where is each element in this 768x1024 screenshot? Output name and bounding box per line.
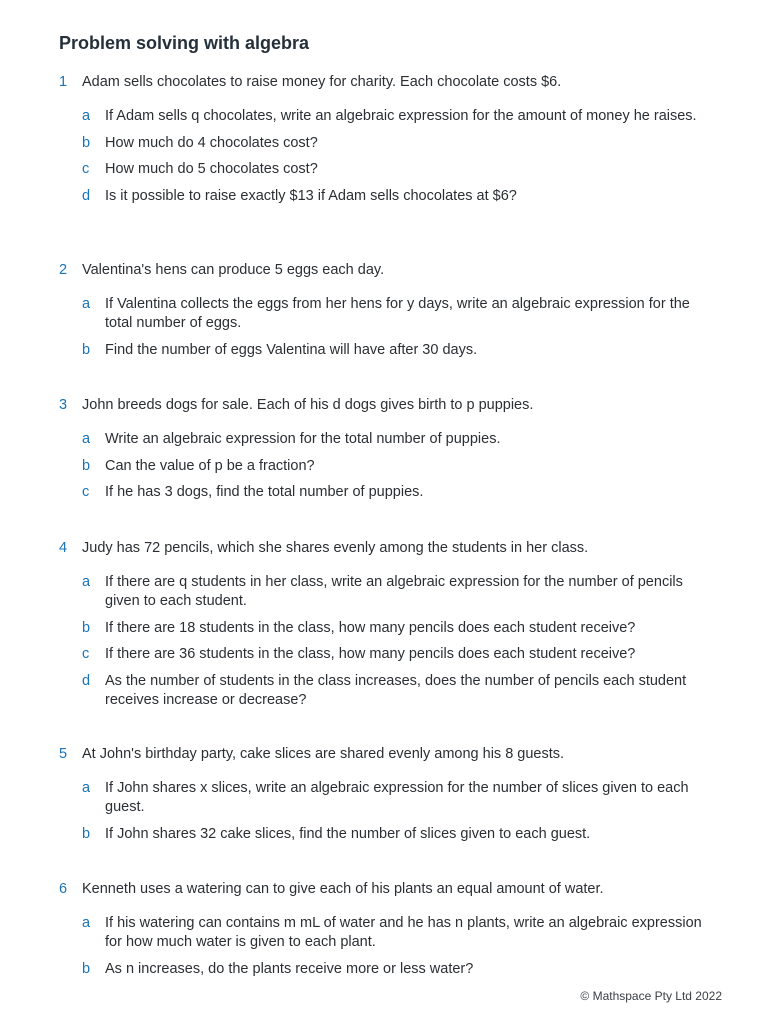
- part-label: c: [82, 646, 90, 662]
- question-text: Adam sells chocolates to raise money for charity. Each chocolate costs $6.: [82, 74, 562, 90]
- part-text: How much do 4 chocolates cost?: [105, 134, 318, 151]
- part-text: If Valentina collects the eggs from her hens for y days, write an algebraic expression for the total number of eggs.: [105, 296, 690, 331]
- question-part: [82, 573, 709, 611]
- question-parts: [82, 914, 709, 979]
- question-header: [59, 539, 709, 558]
- question-text: At John's birthday party, cake slices are shared evenly among his 8 guests.: [82, 746, 565, 762]
- part-label: c: [82, 484, 90, 500]
- question-number: 2: [59, 262, 68, 278]
- question-header: [59, 396, 709, 415]
- question-part: [82, 960, 709, 979]
- part-label: d: [82, 672, 91, 689]
- part-text: If there are 36 students in the class, how many pencils does each student receive?: [105, 646, 636, 662]
- part-text: As the number of students in the class increases, does the number of pencils each student receives increase or decrease?: [105, 672, 687, 708]
- part-text: If John shares 32 cake slices, find the number of slices given to each guest.: [105, 825, 591, 842]
- question-part: [82, 295, 709, 333]
- question-text: Kenneth uses a watering can to give each of his plants an equal amount of water.: [82, 881, 604, 897]
- part-label: c: [82, 161, 90, 177]
- page-title: Problem solving with algebra: [59, 33, 310, 53]
- question-part: [82, 619, 709, 638]
- question-part: [82, 483, 709, 502]
- question-number: 5: [59, 746, 68, 762]
- part-text: If he has 3 dogs, find the total number of puppies.: [105, 484, 424, 500]
- question-part: [82, 914, 709, 952]
- part-text: As n increases, do the plants receive more or less water?: [105, 960, 474, 977]
- question-header: [59, 745, 709, 764]
- part-text: If there are q students in her class, write an algebraic expression for the number of pencils given to each student.: [105, 574, 683, 609]
- part-text: If Adam sells q chocolates, write an algebraic expression for the amount of money he raises.: [105, 108, 697, 124]
- question-parts: [82, 779, 709, 844]
- part-label: a: [82, 574, 91, 590]
- part-text: Write an algebraic expression for the total number of puppies.: [105, 431, 501, 447]
- question-number: 1: [59, 74, 68, 90]
- question-parts: [82, 107, 709, 206]
- question-2: [59, 261, 709, 367]
- part-label: b: [82, 134, 91, 151]
- part-label: a: [82, 915, 91, 931]
- question-header: [59, 880, 709, 899]
- question-6: [59, 880, 709, 986]
- part-label: a: [82, 780, 91, 796]
- question-part: [82, 187, 709, 206]
- question-parts: [82, 295, 709, 360]
- part-label: a: [82, 108, 91, 124]
- question-header: [59, 261, 709, 280]
- part-label: a: [82, 296, 91, 312]
- part-label: d: [82, 187, 91, 204]
- question-part: [82, 107, 709, 126]
- question-text: John breeds dogs for sale. Each of his d dogs gives birth to p puppies.: [82, 397, 534, 413]
- question-4: [59, 539, 709, 717]
- question-number: 4: [59, 540, 68, 556]
- part-text: How much do 5 chocolates cost?: [105, 161, 318, 177]
- question-part: [82, 645, 709, 664]
- copyright-footer: © Mathspace Pty Ltd 2022: [580, 989, 722, 1003]
- question-parts: [82, 430, 709, 502]
- question-parts: [82, 573, 709, 710]
- question-part: [82, 341, 709, 360]
- part-label: b: [82, 457, 91, 474]
- part-text: If there are 18 students in the class, how many pencils does each student receive?: [105, 619, 636, 636]
- part-text: If his watering can contains m mL of water and he has n plants, write an algebraic expression for how much water is given to each plant.: [105, 915, 702, 950]
- question-text: Valentina's hens can produce 5 eggs each day.: [82, 262, 385, 278]
- question-header: [59, 73, 709, 92]
- question-part: [82, 779, 709, 817]
- part-label: b: [82, 960, 91, 977]
- question-part: [82, 160, 709, 179]
- question-5: [59, 745, 709, 851]
- part-text: Is it possible to raise exactly $13 if Adam sells chocolates at $6?: [105, 187, 517, 204]
- question-part: [82, 457, 709, 476]
- question-part: [82, 430, 709, 449]
- part-text: Find the number of eggs Valentina will have after 30 days.: [105, 341, 478, 358]
- part-label: b: [82, 825, 91, 842]
- question-part: [82, 825, 709, 844]
- part-text: If John shares x slices, write an algebraic expression for the number of slices given to each guest.: [105, 780, 689, 815]
- part-label: b: [82, 341, 91, 358]
- part-label: a: [82, 431, 91, 447]
- question-text: Judy has 72 pencils, which she shares evenly among the students in her class.: [82, 540, 589, 556]
- question-part: [82, 672, 709, 710]
- question-number: 3: [59, 397, 68, 413]
- part-text: Can the value of p be a fraction?: [105, 457, 315, 474]
- question-number: 6: [59, 881, 68, 897]
- question-3: [59, 396, 709, 510]
- part-label: b: [82, 619, 91, 636]
- question-1: [59, 73, 709, 213]
- question-part: [82, 134, 709, 153]
